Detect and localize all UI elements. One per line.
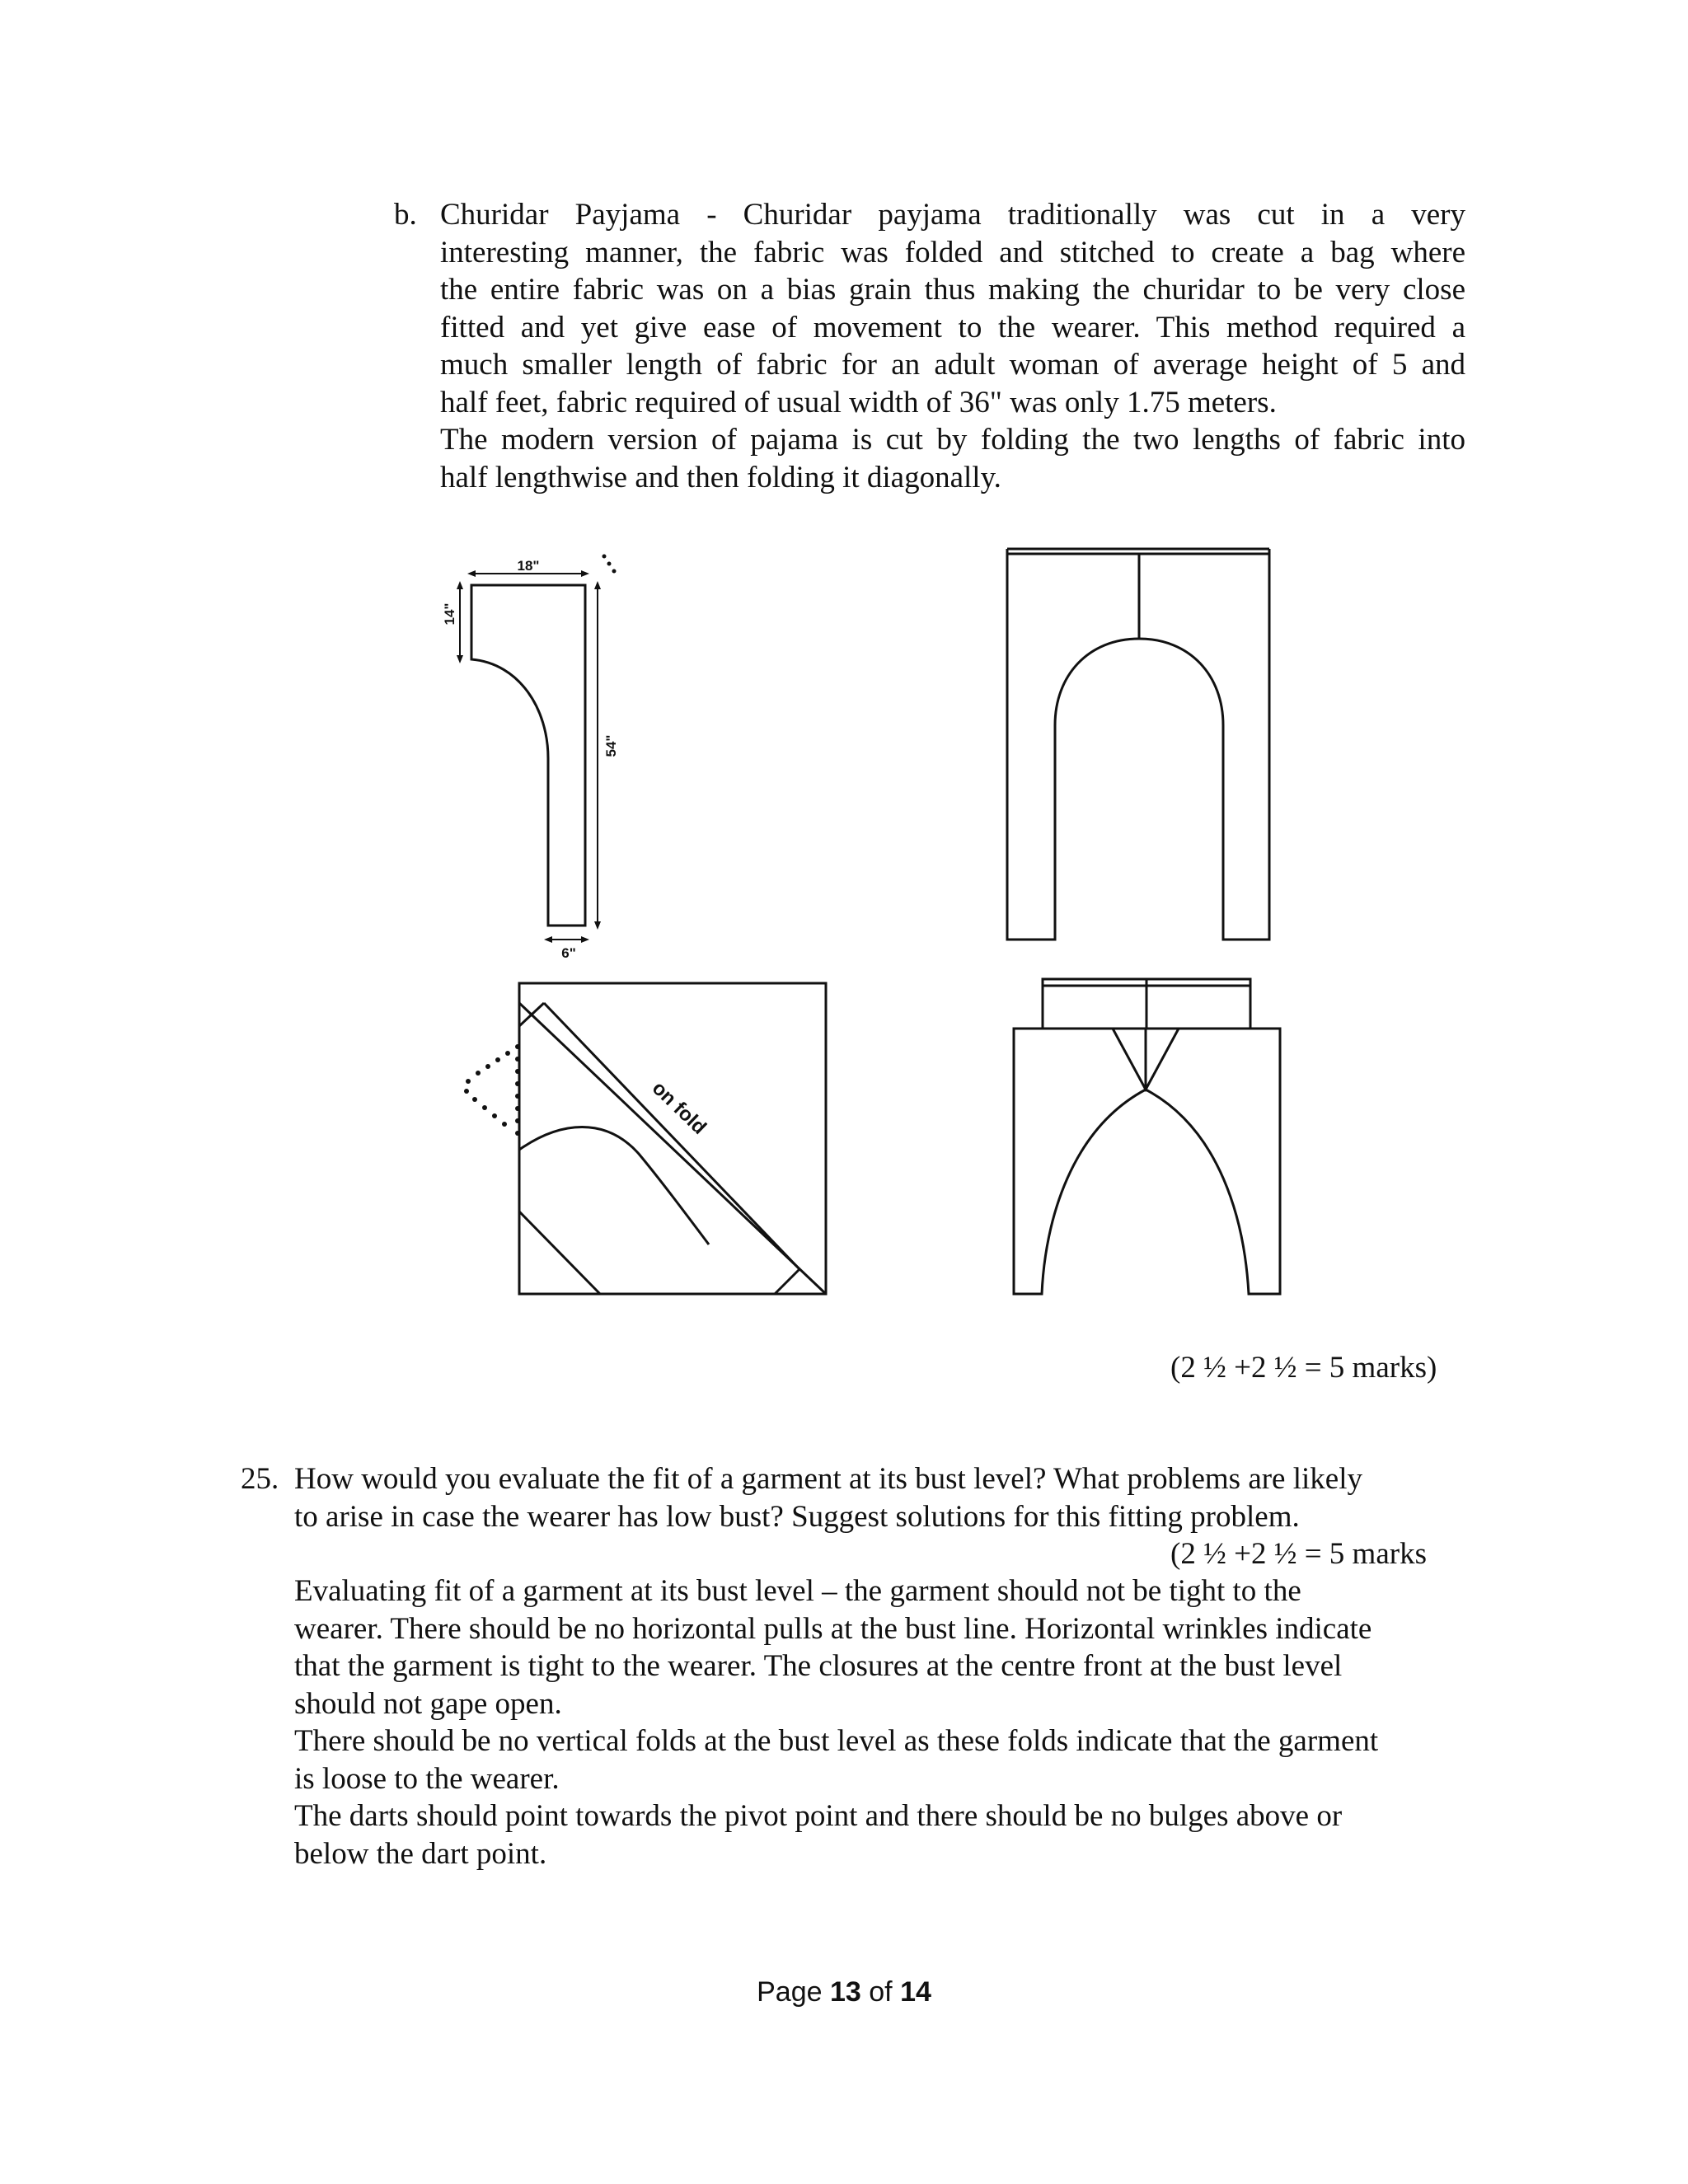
churidar-stitched-figure [1001,540,1282,952]
width-top-label: 18" [517,558,540,574]
item-b-marker: b. [394,198,417,232]
q25-question-line: How would you evaluate the fit of a garment at its bust level? What problems are likely [294,1462,1362,1496]
diagonal-fold-figure [453,977,832,1306]
modern-churidar-figure [1006,972,1294,1302]
page-footer [0,1976,1688,2008]
q25-answer-line: is loose to the wearer. [294,1761,560,1796]
dot-mark [607,562,612,566]
item-b-line: interesting manner, the fabric was folded and stitched to create a bag where [440,235,1465,269]
item-b-modern-line: The modern version of pajama is cut by folding the two lengths of fabric into [440,423,1465,457]
footer-current-page: 13 [829,1976,861,2008]
item-b-line: much smaller length of fabric for an adult woman of average height of 5 and [440,348,1465,382]
q25-answer-line: below the dart point. [294,1836,547,1871]
q25-answer-line: Evaluating fit of a garment at its bust level – the garment should not be tight to the [294,1574,1301,1608]
dotted-fold-indicator [464,1044,520,1136]
dot-mark [603,555,607,559]
q25-question [294,1460,1448,1535]
hem-line [519,1212,600,1294]
q25-answer-line: There should be no vertical folds at the bust level as these folds indicate that the garment [294,1724,1379,1758]
fold-edge [775,1269,799,1294]
height-top-label: 14" [442,602,457,626]
q25-question-line: to arise in case the wearer has low bust? Suggest solutions for this fitting problem. [294,1499,1300,1534]
pattern-piece-outline [471,585,585,926]
item-b-line: the entire fabric was on a bias grain thus making the churidar to be very close [440,273,1465,307]
q25-answer-line: should not gape open. [294,1686,562,1721]
footer-middle: of [869,1976,893,2008]
dot-mark [612,569,617,574]
footer-prefix: Page [757,1976,823,2008]
item-b-line: Churidar Payjama - Churidar payjama traditionally was cut in a very [440,198,1465,232]
width-bottom-label: 6" [561,945,576,961]
item-b-paragraph [440,196,1465,496]
item-b-modern-line: half lengthwise and then folding it diagonally. [440,460,1001,494]
q25-answer-line: The darts should point towards the pivot point and there should be no bulges above or [294,1799,1343,1833]
fold-line-inner [544,1003,799,1269]
churidar-front-view [1007,549,1269,940]
modern-churidar-view [1014,979,1280,1294]
item-b-marks: (2 ½ +2 ½ = 5 marks) [1170,1351,1437,1385]
length-label: 54" [603,734,619,757]
on-fold-label: on fold [647,1076,711,1139]
q25-number: 25. [241,1462,279,1496]
item-b-line: fitted and yet give ease of movement to the wearer. This method required a [440,310,1465,344]
q25-marks: (2 ½ +2 ½ = 5 marks [1170,1537,1427,1571]
q25-answer-line: wearer. There should be no horizontal pulls at the bust line. Horizontal wrinkles indicate [294,1611,1372,1646]
q25-answer [294,1572,1465,1872]
item-b-line: half feet, fabric required of usual width of 36" was only 1.75 meters. [440,385,1277,419]
churidar-pattern-piece-figure [437,544,651,972]
footer-total-pages: 14 [900,1976,931,2008]
q25-answer-line: that the garment is tight to the wearer. The closures at the centre front at the bust level [294,1649,1343,1683]
